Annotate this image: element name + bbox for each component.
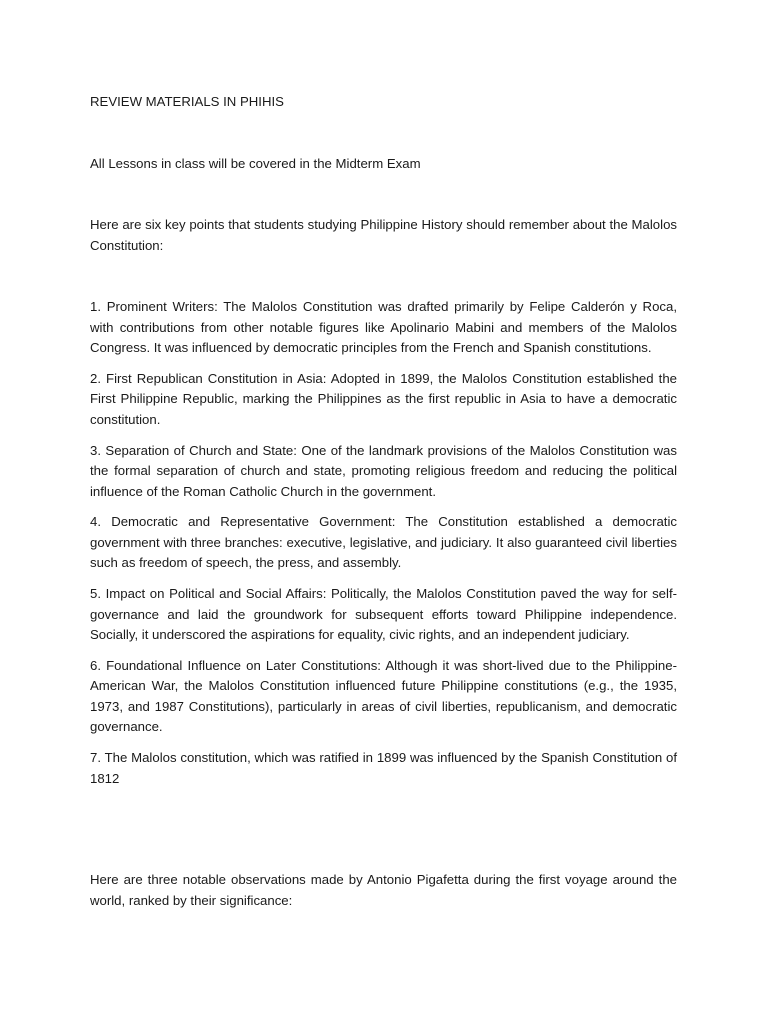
key-points-list: [90, 297, 677, 800]
document-title: REVIEW MATERIALS IN PHIHIS: [90, 94, 284, 109]
key-point-6: 6. Foundational Influence on Later Constitutions: Although it was short-lived due to the Philippine-American War, the Malolos Constitution influenced future Philippine constitutions (e.g., the 1935, 1973, and 1987 Constitutions), particularly in areas of civil liberties, republicanism, and democratic governance.: [90, 657, 677, 735]
key-point-2: 2. First Republican Constitution in Asia: Adopted in 1899, the Malolos Constitution established the First Philippine Republic, marking the Philippines as the first republic in Asia to have a democratic constitution.: [90, 370, 677, 427]
intro-paragraph: Here are six key points that students studying Philippine History should remember about the Malolos Constitution:: [90, 217, 677, 253]
key-point-4: 4. Democratic and Representative Government: The Constitution established a democratic government with three branches: executive, legislative, and judiciary. It also guaranteed civil liberties such as freedom of speech, the press, and assembly.: [90, 514, 677, 571]
key-point-5: 5. Impact on Political and Social Affairs: Politically, the Malolos Constitution paved the way for self-governance and laid the groundwork for subsequent efforts toward Philippine independence. Socially, it underscored the aspirations for equality, civic rights, and an independent judiciary.: [90, 586, 677, 643]
pigafetta-intro-paragraph: Here are three notable observations made by Antonio Pigafetta during the first voyage around the world, ranked by their significance:: [90, 872, 677, 908]
key-point-3: 3. Separation of Church and State: One of the landmark provisions of the Malolos Constitution was the formal separation of church and state, promoting religious freedom and reducing the political influence of the Roman Catholic Church in the government.: [90, 442, 677, 499]
document-subtitle: All Lessons in class will be covered in the Midterm Exam: [90, 156, 421, 171]
key-point-1: 1. Prominent Writers: The Malolos Constitution was drafted primarily by Felipe Calderón y Roca, with contributions from other notable figures like Apolinario Mabini and members of the Malolos Congress. It was influenced by democratic principles from the French and Spanish constitutions.: [90, 299, 677, 355]
key-point-7: 7. The Malolos constitution, which was ratified in 1899 was influenced by the Spanish Constitution of 1812: [90, 750, 677, 786]
